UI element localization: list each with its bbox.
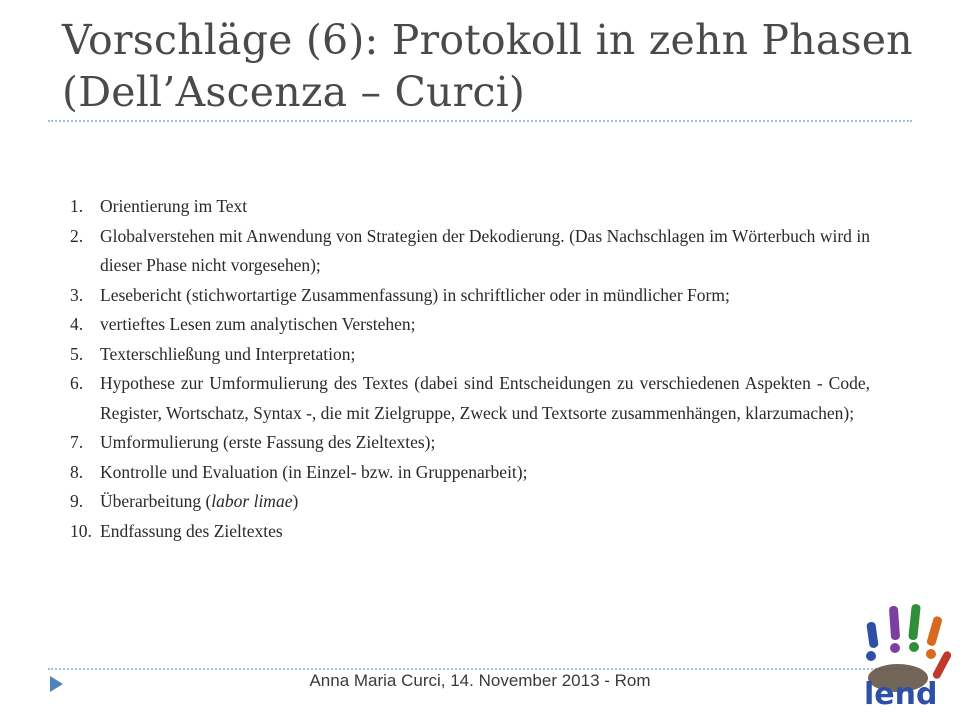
list-item [70, 340, 870, 370]
list-text: Texterschließung und Interpretation; [100, 343, 356, 364]
list-text: Endfassung des Zieltextes [100, 520, 283, 541]
list-item [70, 517, 870, 547]
list-item [70, 281, 870, 311]
list-item [70, 428, 870, 458]
phase-list [70, 192, 870, 546]
list-number: 6. [70, 373, 84, 393]
footer-divider [48, 668, 912, 670]
list-item [70, 310, 870, 340]
list-number: 3. [70, 284, 84, 305]
title-line-2: (Dell’Ascenza – Curci) [62, 68, 526, 116]
list-number: 5. [70, 343, 84, 364]
list-text: Hypothese zur Umformulierung des Textes (dabei sind Entscheidungen zu verschiedenen Aspekten - Code, Register, Wortschatz, Syntax -, die mit Zielgruppe, Zweck und Textsorte zusammenhängen, klarzumachen); [100, 373, 870, 423]
list-text: Lesebericht (stichwortartige Zusammenfassung) in schriftlicher oder in mündlicher Form; [100, 284, 730, 305]
list-item [70, 369, 870, 428]
list-text: Orientierung im Text [100, 196, 248, 216]
list-item [70, 487, 870, 517]
list-number: 8. [70, 461, 84, 482]
list-number: 7. [70, 432, 84, 452]
list-number: 10. [70, 520, 92, 541]
list-text-italic: labor limae [211, 491, 293, 511]
list-text [100, 487, 870, 517]
list-number: 2. [70, 225, 84, 246]
list-number: 1. [70, 196, 84, 216]
footer-text: Anna Maria Curci, 14. November 2013 - Rom [309, 671, 651, 690]
lend-logo [858, 600, 960, 720]
slide-title [62, 14, 942, 118]
list-text-suffix: ) [292, 491, 299, 511]
list-item [70, 192, 870, 222]
title-line-1: Vorschläge (6): Protokoll in zehn Phasen [62, 16, 913, 64]
logo-text: lend [864, 677, 938, 712]
list-text: Umformulierung (erste Fassung des Zieltextes); [100, 432, 436, 452]
list-text: vertieftes Lesen zum analytischen Verstehen; [100, 314, 416, 334]
list-number: 9. [70, 491, 84, 511]
list-text: Kontrolle und Evaluation (in Einzel- bzw. in Gruppenarbeit); [100, 461, 528, 482]
list-text-prefix: Überarbeitung ( [100, 491, 212, 511]
list-number: 4. [70, 314, 84, 334]
list-item [70, 222, 870, 281]
list-text: Globalverstehen mit Anwendung von Strategien der Dekodierung. (Das Nachschlagen im Wörterbuch wird in dieser Phase nicht vorgesehen); [100, 225, 870, 275]
title-divider [48, 120, 912, 122]
list-item [70, 458, 870, 488]
